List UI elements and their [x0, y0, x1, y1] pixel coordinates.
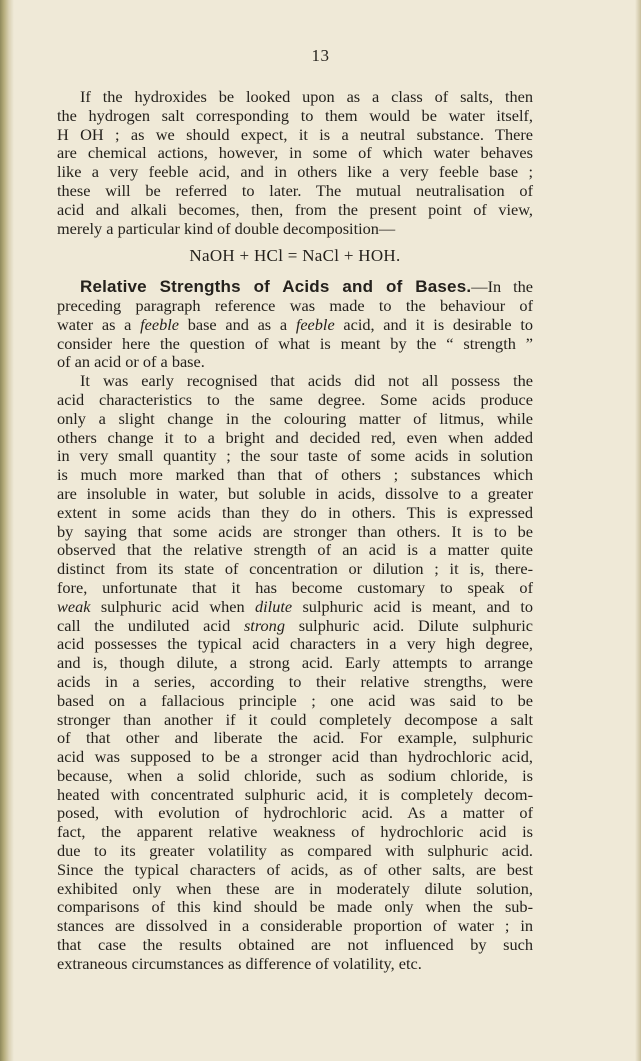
text-line: It was early recognised that acids did not all possess the	[80, 371, 533, 391]
text-line: these will be referred to later. The mutual neutralisation of	[57, 180, 533, 200]
text-line: in very small quantity ; the sour taste of some acids in solution	[57, 446, 533, 466]
text-line: acid and alkali becomes, then, from the present point of view,	[57, 199, 533, 219]
text-line: observed that the relative strength of an acid is a matter quite	[57, 540, 533, 560]
page-edge	[635, 0, 641, 1061]
text-run: sulphuric acid is meant, and to	[292, 596, 534, 616]
text-line	[57, 617, 533, 636]
italic-term: weak	[57, 596, 91, 616]
text-line: and is, though dilute, a strong acid. Early attempts to arrange	[57, 653, 533, 673]
text-line: others change it to a bright and decided red, even when added	[57, 427, 533, 447]
text-line: exhibited only when these are in moderately dilute solution,	[57, 878, 533, 898]
text-line: of that other and liberate the acid. For example, sulphuric	[57, 728, 533, 748]
text-line: fact, the apparent relative weakness of hydrochloric acid is	[57, 822, 533, 842]
paragraph-acid-strength	[57, 372, 533, 974]
text-line: are chemical actions, however, in some of which water behaves	[57, 143, 533, 163]
body-text	[57, 88, 533, 974]
text-line: heated with concentrated sulphuric acid, it is completely decom-	[57, 784, 533, 804]
text-line: If the hydroxides be looked upon as a class of salts, then	[80, 87, 533, 106]
text-line: H OH ; as we should expect, it is a neutral substance. There	[57, 124, 533, 144]
page-number: 13	[311, 46, 330, 65]
text-line: like a very feeble acid, and in others like a very feeble base ;	[57, 162, 533, 182]
heading-line	[57, 278, 533, 297]
chemical-equation: NaOH + HCl = NaCl + HOH.	[189, 246, 401, 266]
text-line: extraneous circumstances as difference of volatility, etc.	[57, 953, 422, 973]
text-run: sulphuric acid. Dilute sulphuric	[284, 615, 533, 635]
text-line	[57, 598, 533, 617]
text-line: due to its greater volatility as compared with sulphuric acid.	[57, 841, 533, 861]
text-line	[57, 316, 533, 335]
text-line: comparisons of this kind should be made only when the sub-	[57, 897, 533, 917]
text-run: sulphuric acid when	[90, 596, 255, 616]
italic-term: dilute	[255, 596, 293, 616]
text-line: acid possesses the typical acid characters in a very high degree,	[57, 634, 533, 654]
text-line: stronger than another if it could completely decompose a salt	[57, 709, 533, 729]
section-heading: Relative Strengths of Acids and of Bases.	[80, 277, 472, 297]
text-line: fore, unfortunate that it has become customary to speak of	[57, 577, 533, 597]
italic-term: strong	[243, 615, 285, 635]
text-run: acid, and it is desirable to	[334, 314, 534, 334]
text-line: acid was supposed to be a stronger acid than hydrochloric acid,	[57, 747, 533, 767]
paragraph-relative-strengths	[57, 278, 533, 372]
text-run: call the undiluted acid	[57, 615, 244, 635]
italic-term: feeble	[295, 314, 335, 334]
binding-edge	[0, 0, 14, 1061]
text-line: the hydrogen salt corresponding to them would be water itself,	[57, 105, 533, 125]
text-line: stances are dissolved in a considerable proportion of water ; in	[57, 916, 533, 936]
italic-term: feeble	[140, 314, 179, 334]
text-line: only a slight change in the colouring matter of litmus, while	[57, 408, 533, 428]
text-line: posed, with evolution of hydrochloric acid. As a matter of	[57, 803, 533, 823]
text-line: acid characteristics to the same degree. Some acids produce	[57, 389, 533, 409]
text-line: acids in a series, according to their relative strengths, were	[57, 671, 533, 691]
text-run: base and as a	[178, 314, 296, 334]
text-line: consider here the question of what is meant by the “ strength ”	[57, 333, 533, 353]
text-line: because, when a solid chloride, such as sodium chloride, is	[57, 765, 533, 785]
text-line: is much more marked than that of others ; substances which	[57, 465, 533, 485]
text-run: water as a	[57, 314, 141, 334]
text-line: that case the results obtained are not influenced by such	[57, 935, 533, 955]
text-line: of an acid or of a base.	[57, 352, 205, 372]
text-line: are insoluble in water, but soluble in acids, dissolve to a greater	[57, 483, 533, 503]
heading-tail: —In the	[471, 277, 533, 297]
text-line: by saying that some acids are stronger than others. It is to be	[57, 521, 533, 541]
text-line: merely a particular kind of double decomposition—	[57, 218, 396, 238]
text-line: Since the typical characters of acids, as of other salts, are best	[57, 859, 533, 879]
text-line: based on a fallacious principle ; one acid was said to be	[57, 690, 533, 710]
text-line: preceding paragraph reference was made to the behaviour of	[57, 295, 533, 315]
text-line: distinct from its state of concentration or dilution ; it is, there-	[57, 559, 533, 579]
text-line: extent in some acids than they do in others. This is expressed	[57, 502, 533, 522]
paragraph-hydroxides	[57, 88, 533, 238]
